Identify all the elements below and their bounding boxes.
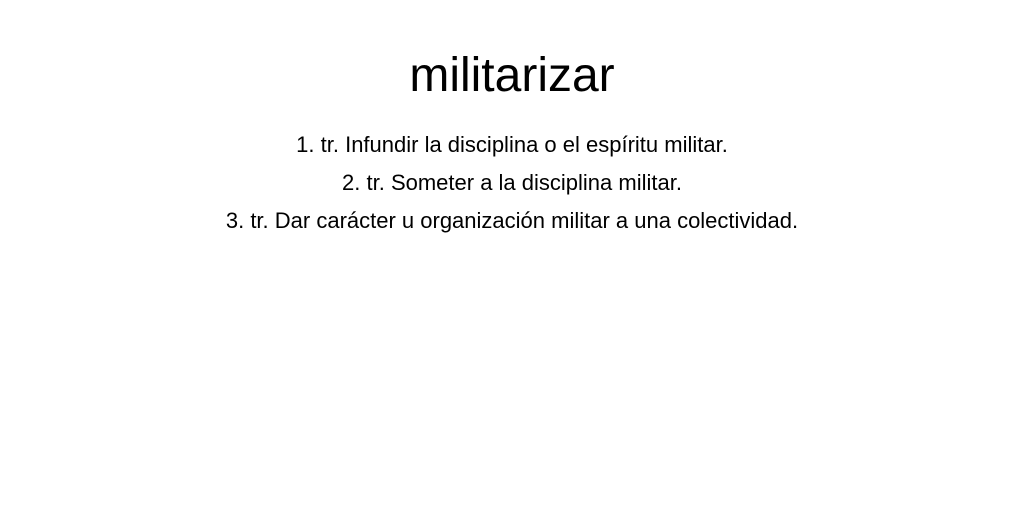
definition-list	[0, 126, 1024, 240]
definition-3: 3. tr. Dar carácter u organización militar a una colectividad.	[225, 208, 799, 233]
dictionary-entry	[0, 0, 1024, 240]
headword-title: militarizar	[409, 49, 615, 102]
definition-1: 1. tr. Infundir la disciplina o el espíritu militar.	[296, 132, 728, 157]
definition-2: 2. tr. Someter a la disciplina militar.	[342, 170, 682, 195]
